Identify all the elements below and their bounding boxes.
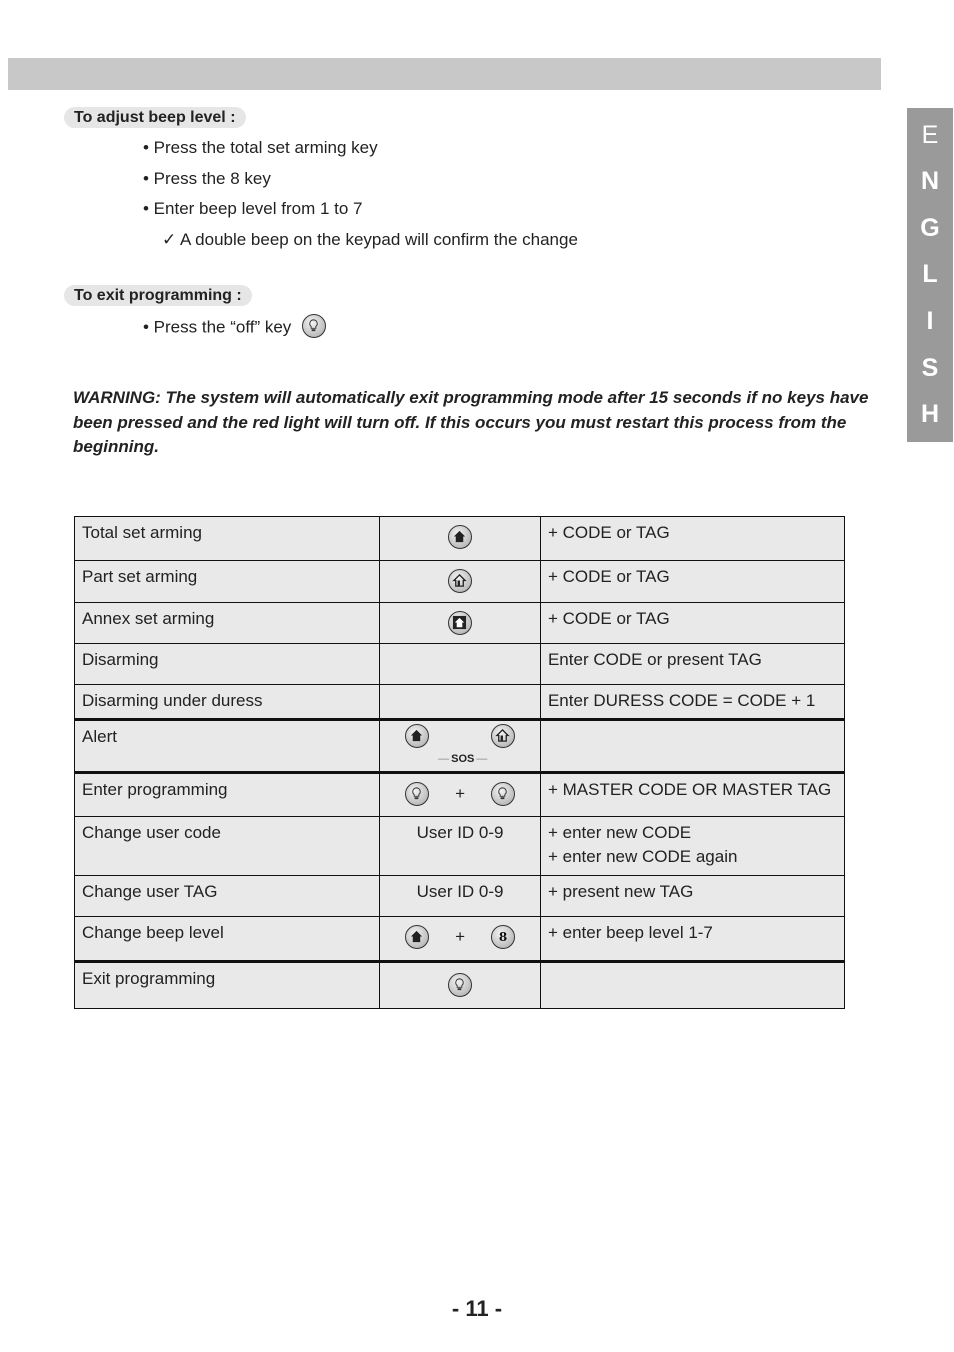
key-cell — [380, 685, 541, 720]
key-cell — [380, 720, 541, 773]
key-cell — [380, 517, 541, 561]
action-cell: Change beep level — [75, 917, 380, 962]
plus-sign: + — [455, 927, 466, 946]
table-row — [75, 517, 845, 561]
language-letter: I — [926, 307, 934, 336]
page-number: - 11 - — [451, 1296, 503, 1321]
table-row — [75, 720, 845, 773]
table-row — [75, 685, 845, 720]
detail-line: + enter new CODE again — [547, 847, 738, 866]
action-cell: Change user code — [75, 817, 380, 876]
language-letter: E — [921, 120, 939, 149]
beep-step-2: • Press the 8 key — [143, 169, 271, 188]
command-table — [74, 516, 845, 1009]
table-row — [75, 817, 845, 876]
action-cell: Disarming — [75, 644, 380, 685]
detail-cell — [540, 720, 844, 773]
action-cell: Enter programming — [75, 773, 380, 817]
table-row — [75, 644, 845, 685]
off-key-icon — [302, 314, 326, 338]
table-row — [75, 773, 845, 817]
number-8-key-icon — [491, 925, 515, 949]
detail-cell: Enter CODE or present TAG — [540, 644, 844, 685]
detail-cell: + CODE or TAG — [540, 561, 844, 603]
key-cell: User ID 0-9 — [380, 817, 541, 876]
language-letter: S — [921, 353, 939, 382]
part-arm-key-icon — [491, 724, 515, 748]
table-row — [75, 561, 845, 603]
warning-text: WARNING: The system will automatically exit programming mode after 15 seconds if no keys have been pressed and the red light will turn off. If this occurs you must restart this process from the beginning. — [73, 388, 869, 456]
off-key-icon — [448, 973, 472, 997]
language-letter: N — [920, 167, 940, 196]
action-cell: Change user TAG — [75, 876, 380, 917]
key-cell — [380, 917, 541, 962]
beep-level-heading: To adjust beep level : — [64, 107, 246, 128]
beep-confirm-note: ✓ A double beep on the keypad will confirm the change — [162, 230, 578, 249]
table-row — [75, 603, 845, 644]
key-cell — [380, 603, 541, 644]
annex-arm-key-icon — [448, 611, 472, 635]
language-letter: G — [920, 213, 940, 242]
language-letter: H — [920, 400, 940, 429]
detail-cell: Enter DURESS CODE = CODE + 1 — [540, 685, 844, 720]
beep-step-3: • Enter beep level from 1 to 7 — [143, 199, 363, 218]
key-cell — [380, 773, 541, 817]
table-row — [75, 876, 845, 917]
detail-cell — [540, 817, 844, 876]
key-cell — [380, 561, 541, 603]
plus-sign: + — [455, 784, 466, 803]
action-cell: Exit programming — [75, 962, 380, 1009]
action-cell: Alert — [75, 720, 380, 773]
total-arm-key-icon — [405, 925, 429, 949]
exit-step-text: • Press the “off” key — [143, 317, 292, 337]
language-letter: L — [922, 260, 938, 289]
sos-key-combo — [380, 725, 540, 767]
key-cell — [380, 962, 541, 1009]
detail-cell: + CODE or TAG — [540, 517, 844, 561]
detail-cell: + enter beep level 1-7 — [540, 917, 844, 962]
beep-step-1: • Press the total set arming key — [143, 138, 378, 157]
action-cell: Total set arming — [75, 517, 380, 561]
table-row — [75, 962, 845, 1009]
key-cell — [380, 644, 541, 685]
action-cell: Annex set arming — [75, 603, 380, 644]
exit-step — [143, 316, 326, 340]
off-key-icon — [405, 782, 429, 806]
language-tab-english — [907, 108, 953, 442]
exit-programming-heading: To exit programming : — [64, 285, 252, 306]
total-arm-key-icon — [405, 724, 429, 748]
total-arm-key-icon — [448, 525, 472, 549]
key-cell: User ID 0-9 — [380, 876, 541, 917]
detail-cell: + present new TAG — [540, 876, 844, 917]
key-number: 8 — [498, 930, 508, 944]
detail-cell: + MASTER CODE OR MASTER TAG — [540, 773, 844, 817]
off-key-icon — [491, 782, 515, 806]
action-cell: Disarming under duress — [75, 685, 380, 720]
detail-line: + enter new CODE — [547, 823, 692, 842]
action-cell: Part set arming — [75, 561, 380, 603]
part-arm-key-icon — [448, 569, 472, 593]
header-bar — [8, 58, 881, 90]
sos-label: ― SOS ― — [438, 753, 487, 765]
table-row — [75, 917, 845, 962]
detail-cell — [540, 962, 844, 1009]
detail-cell: + CODE or TAG — [540, 603, 844, 644]
